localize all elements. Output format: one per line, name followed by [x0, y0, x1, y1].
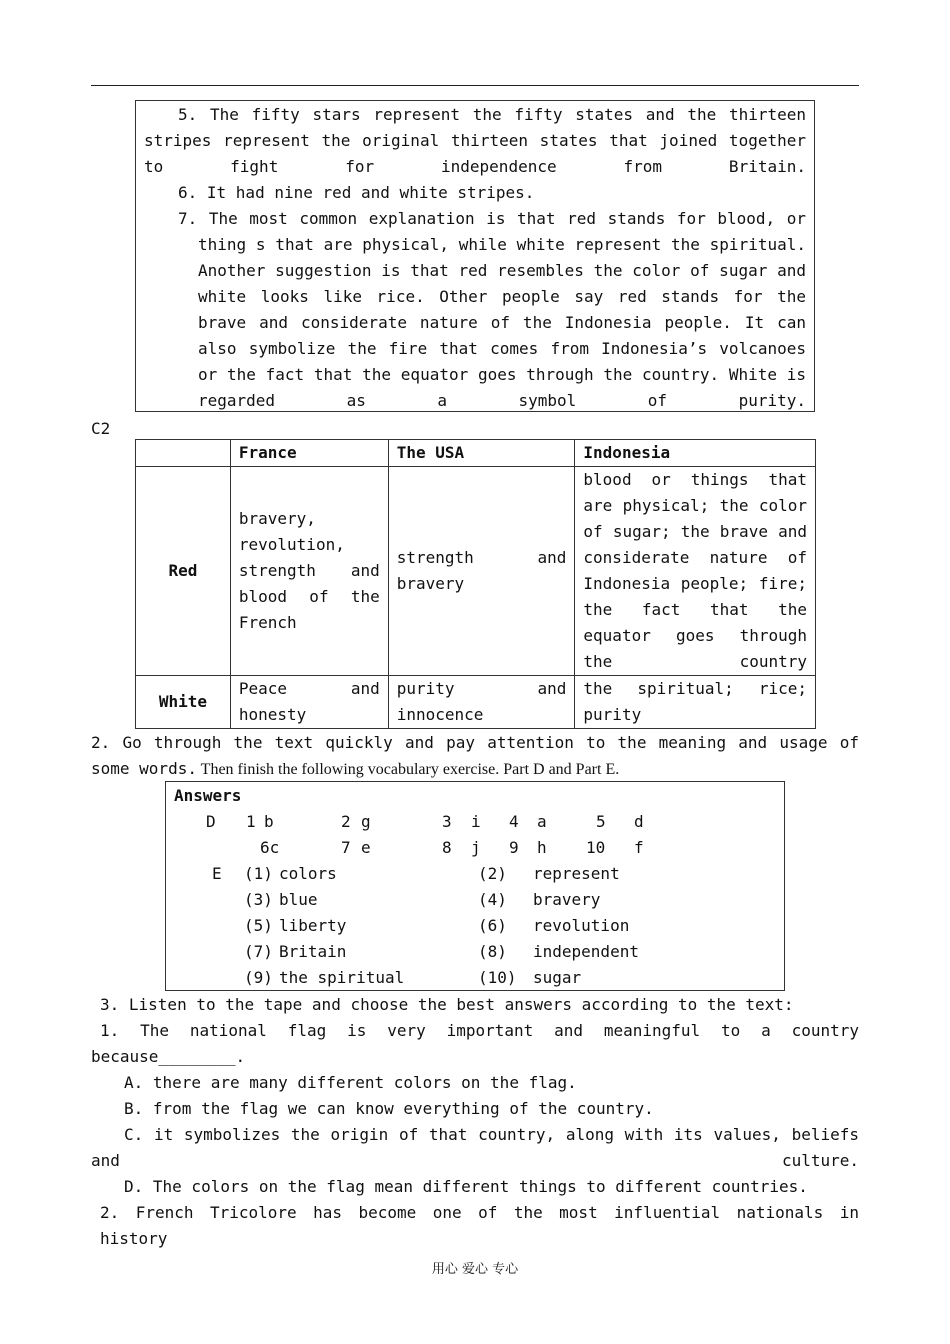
e-num-3: (3) [244, 890, 273, 909]
cell-red-france: bravery, revolution, strength and blood of the French [230, 467, 388, 676]
e-word-6: revolution [533, 916, 630, 935]
d-label: D [206, 812, 216, 831]
question-1-option-d: D. The colors on the flag mean different things to different countries. [124, 1177, 808, 1196]
d-num-9: 9 [509, 838, 519, 857]
cell-white-usa: purity and innocence [388, 676, 575, 729]
answers-box [165, 781, 785, 991]
e-word-3: blue [279, 890, 318, 909]
e-num-7: (7) [244, 942, 273, 961]
header-rule [91, 85, 859, 86]
d-ans-7: e [361, 838, 371, 857]
d-ans-8: j [471, 838, 481, 857]
flag-colors-table [135, 439, 816, 729]
e-word-1: colors [279, 864, 337, 883]
question-1-option-b: B. from the flag we can know everything of the country. [124, 1099, 654, 1118]
cell-white-france: Peace and honesty [230, 676, 388, 729]
d-ans-3: i [471, 812, 481, 831]
d-num-3: 3 [442, 812, 452, 831]
e-word-7: Britain [279, 942, 347, 961]
task-3-intro: 3. Listen to the tape and choose the best answers according to the text: [100, 995, 794, 1014]
task-2-text: 2. Go through the text quickly and pay attention to the meaning and usage of some words. [91, 733, 859, 778]
answers-title: Answers [174, 786, 242, 805]
header-france: France [230, 440, 388, 467]
e-word-2: represent [533, 864, 620, 883]
question-1: 1. The national flag is very important and meaningful to a country because________. [91, 1021, 859, 1066]
e-num-10: (10) [478, 968, 517, 987]
e-num-2: (2) [478, 864, 507, 883]
e-num-4: (4) [478, 890, 507, 909]
e-word-5: liberty [279, 916, 347, 935]
d-num-8: 8 [442, 838, 452, 857]
e-num-8: (8) [478, 942, 507, 961]
answer-6: 6. It had nine red and white stripes. [178, 183, 535, 202]
question-2: 2. French Tricolore has become one of the most influential nationals in history [100, 1203, 859, 1248]
header-usa: The USA [388, 440, 575, 467]
d-num-1: 1 [246, 812, 256, 831]
d-num-4: 4 [509, 812, 519, 831]
d-num-7: 7 [341, 838, 351, 857]
d-ans-2: g [361, 812, 371, 831]
task-3-section [91, 992, 859, 1252]
task-2-exercise-text: Then finish the following vocabulary exercise. Part D and Part E. [196, 761, 620, 778]
e-word-8: independent [533, 942, 639, 961]
section-label-c2: C2 [91, 419, 111, 438]
table-row-red [136, 467, 816, 676]
e-word-4: bravery [533, 890, 601, 909]
table-row-white [136, 676, 816, 729]
cell-white-indonesia: the spiritual; rice; purity [575, 676, 816, 729]
table-header-row [136, 440, 816, 467]
d-num-2: 2 [341, 812, 351, 831]
task-2-instruction [91, 730, 859, 783]
answer-5: 5. The fifty stars represent the fifty states and the thirteen stripes represent the original thirteen states that joined together to fight for independence from Britain. [144, 105, 806, 176]
answer-box-flag-colors [135, 100, 815, 412]
page-footer: 用心 爱心 专心 [431, 1262, 519, 1277]
row-label-white: White [136, 676, 231, 729]
row-label-red: Red [136, 467, 231, 676]
d-ans-5: d [634, 812, 644, 831]
e-num-6: (6) [478, 916, 507, 935]
question-1-option-c: C. it symbolizes the origin of that country, along with its values, beliefs and culture. [91, 1125, 859, 1170]
d-num-10: 10 [586, 838, 606, 857]
e-num-5: (5) [244, 916, 273, 935]
e-num-9: (9) [244, 968, 273, 987]
e-word-10: sugar [533, 968, 582, 987]
e-num-1: (1) [244, 864, 273, 883]
cell-red-usa: strength and bravery [388, 467, 575, 676]
question-1-option-a: A. there are many different colors on the flag. [124, 1073, 577, 1092]
answer-7: 7. The most common explanation is that red stands for blood, or thing s that are physical, while white represent the spiritual. Another suggestion is that red resembles the color of sugar and white looks like rice. Other people say red stands for the brave and considerate nature of the Indonesia people. It can also symbolize the fire that comes from Indonesia’s volcanoes or the fact that the equator goes through the country. White is regarded as a symbol of purity. [178, 209, 806, 410]
d-num-6: 6c [260, 838, 280, 857]
cell-red-indonesia: blood or things that are physical; the color of sugar; the brave and considerate nature of Indonesia people; fire; the fact that the equator goes through the country [575, 467, 816, 676]
d-num-5: 5 [596, 812, 606, 831]
d-ans-1: b [264, 812, 274, 831]
d-ans-10: f [634, 838, 644, 857]
d-ans-9: h [537, 838, 547, 857]
e-word-9: the spiritual [279, 968, 405, 987]
e-label: E [212, 864, 222, 883]
header-indonesia: Indonesia [575, 440, 816, 467]
d-ans-4: a [537, 812, 547, 831]
